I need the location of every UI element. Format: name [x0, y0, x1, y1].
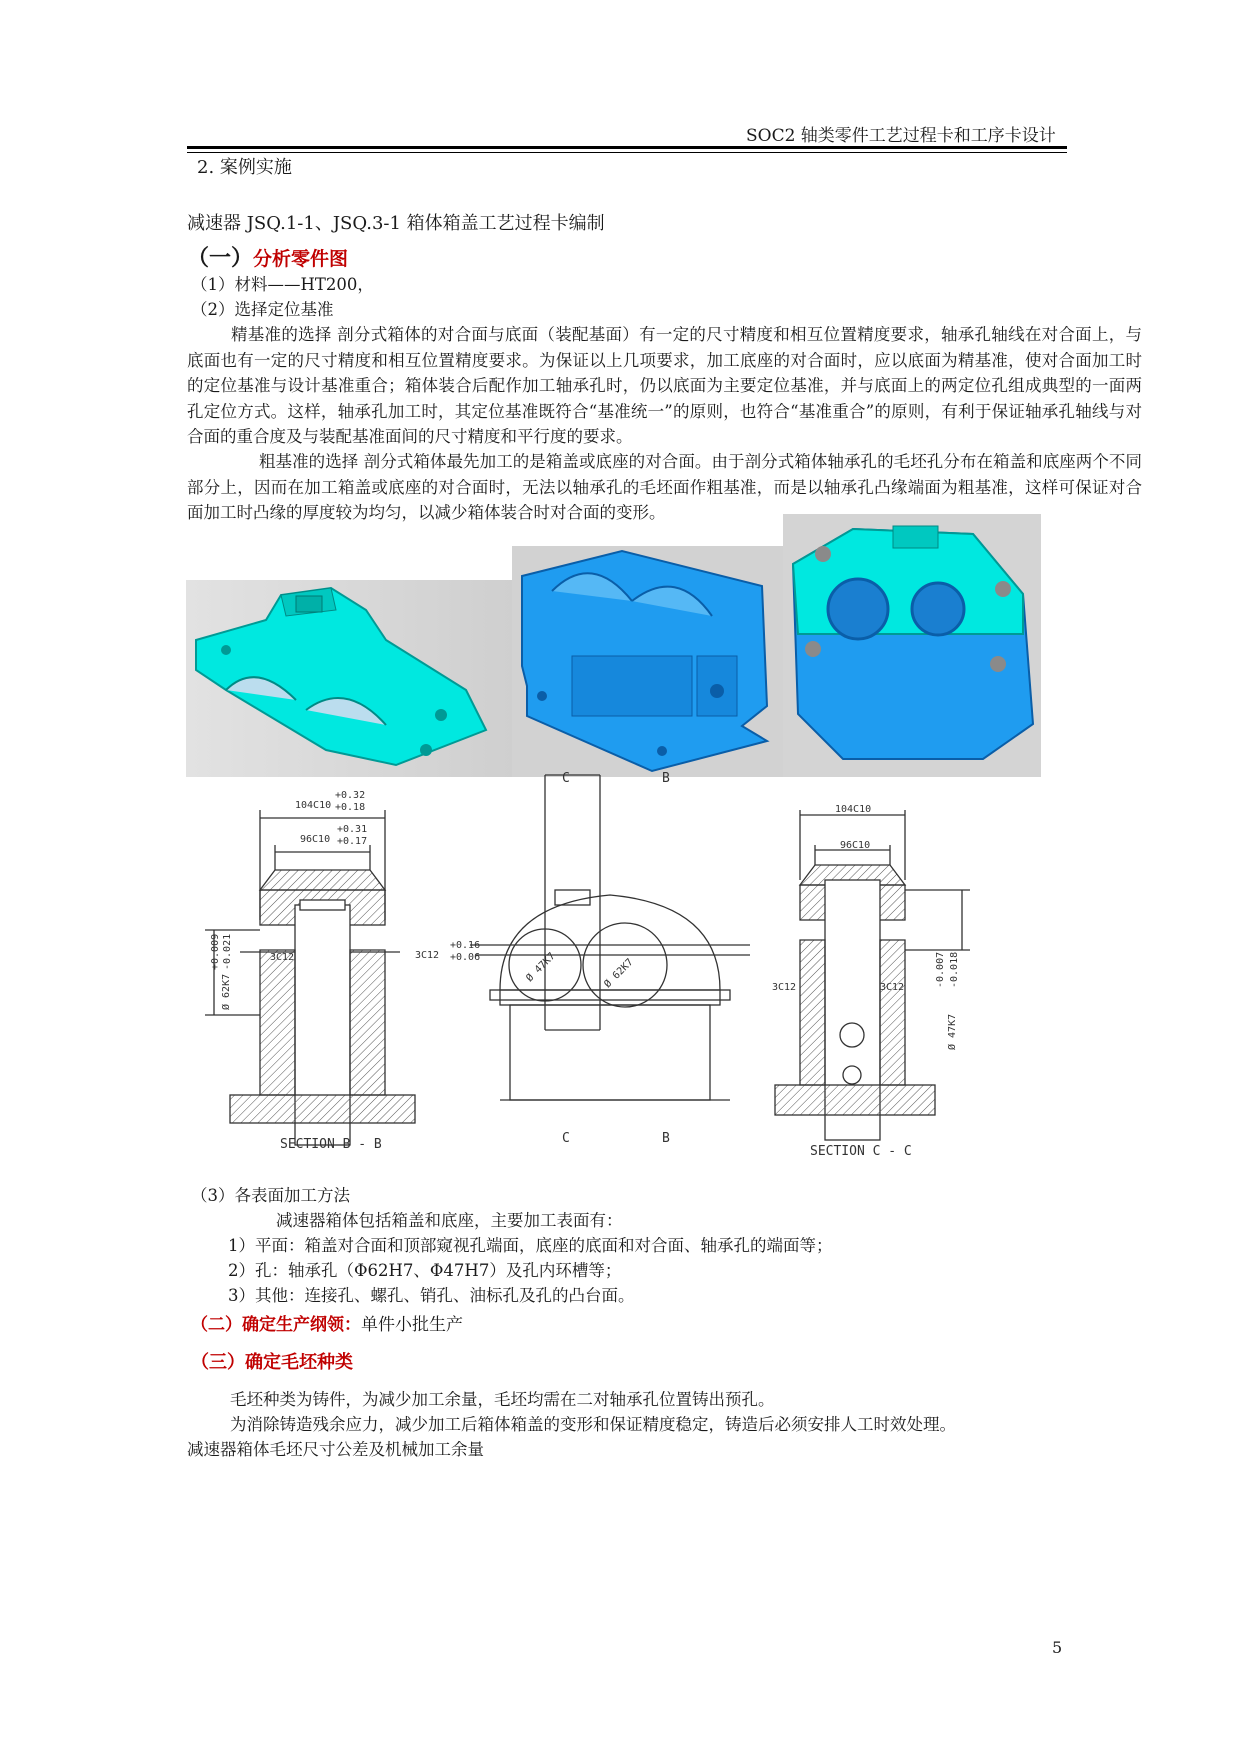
bb-dim-3c12-left: 3C12 — [270, 952, 295, 963]
cc-tol-47-upper: -0.007 — [935, 951, 946, 988]
header-rule-thin — [187, 152, 1067, 153]
bb-tol-104-lower: +0.18 — [335, 802, 366, 813]
paragraph-surfaces-intro: 减速器箱体包括箱盖和底座，主要加工表面有： — [276, 1211, 623, 1230]
surface-item-3: 3）其他：连接孔、螺孔、销孔、油标孔及孔的凸台面。 — [228, 1286, 635, 1305]
cc-dim-3c12-left: 3C12 — [772, 982, 797, 993]
running-header: SOC2 轴类零件工艺过程卡和工序卡设计 — [746, 126, 1056, 146]
paragraph-blank-1: 毛坯种类为铸件，为减少加工余量，毛坯均需在二对轴承孔位置铸出预孔。 — [230, 1390, 775, 1409]
item-surfaces: （3）各表面加工方法 — [191, 1186, 350, 1205]
header-rule-thick — [187, 146, 1067, 149]
part3-heading: （三）确定毛坯种类 — [191, 1352, 353, 1373]
front-label-b-bottom: B — [662, 1131, 670, 1146]
part2-label: （二）确定生产纲领： — [191, 1315, 361, 1335]
bb-tol-62-lower: -0.021 — [222, 933, 233, 970]
part1-label: 分析零件图 — [253, 248, 349, 270]
cc-caption: SECTION C - C — [810, 1144, 912, 1159]
model-image-base — [512, 546, 783, 777]
cc-tol-47-lower: -0.018 — [949, 951, 960, 988]
engineering-drawing — [200, 771, 1080, 1170]
surface-item-1: 1）平面：箱盖对合面和顶部窥视孔端面，底座的底面和对合面、轴承孔的端面等； — [228, 1236, 833, 1255]
bb-tol-62-upper: +0.009 — [210, 933, 221, 970]
bb-caption: SECTION B - B — [280, 1137, 382, 1152]
bb-tol-96-lower: +0.17 — [337, 836, 368, 847]
bb-dim-104: 104C10 — [295, 800, 332, 811]
paragraph-fine-datum: 精基准的选择 剖分式箱体的对合面与底面（装配基面）有一定的尺寸精度和相互位置精度要求，轴承孔轴线在对合面上，与底面也有一定的尺寸精度和相互位置精度要求。为保证以上几项要求，加工底座的对合面时，应以底面为精基准，使对合面加工时的定位基准与设计基准重合；箱体装合后配作加工轴承孔时，仍以底面为主要定位基准，并与底面上的两定位孔组成典型的一面两孔定位方式。这样，轴承孔加工时，其定位基准既符合“基准统一”的原则，也符合“基准重合”的原则，有利于保证轴承孔轴线与对合面的重合度及与装配基准面间的尺寸精度和平行度的要求。 — [187, 325, 1142, 446]
bb-tol-96-upper: +0.31 — [337, 824, 368, 835]
paragraph-blank-2: 为消除铸造残余应力，减少加工后箱体箱盖的变形和保证精度稳定，铸造后必须安排人工时效处理。 — [230, 1415, 956, 1434]
part2-heading — [191, 1310, 463, 1335]
section-heading: 2. 案例实施 — [197, 157, 292, 178]
cc-dim-3c12-right: 3C12 — [880, 982, 905, 993]
bb-dim-96: 96C10 — [300, 834, 331, 845]
surface-item-2: 2）孔：轴承孔（Φ62H7、Φ47H7）及孔内环槽等； — [228, 1261, 622, 1280]
part2-value: 单件小批生产 — [361, 1315, 463, 1335]
bb-tol-104-upper: +0.32 — [335, 790, 366, 801]
doc-title: 减速器 JSQ.1-1、JSQ.3-1 箱体箱盖工艺过程卡编制 — [187, 213, 605, 234]
front-dim-47k7: Ø 47K7 — [524, 950, 558, 985]
model-image-cover — [186, 580, 513, 777]
front-label-c-top: C — [562, 771, 570, 786]
model-image-assembly — [783, 514, 1041, 777]
bb-tol-3c12-lower: +0.06 — [450, 952, 481, 963]
paragraph-rough-datum: 粗基准的选择 剖分式箱体最先加工的是箱盖或底座的对合面。由于剖分式箱体轴承孔的毛坯孔分布在箱盖和底座两个不同部分上，因而在加工箱盖或底座的对合面时，无法以轴承孔的毛坯面作粗基准，而是以轴承孔凸缘端面为粗基准，这样可保证对合面加工时凸缘的厚度较为均匀，以减少箱体装合时对合面的变形。 — [187, 452, 1142, 522]
bb-dim-62k7: Ø 62K7 — [221, 973, 232, 1010]
front-label-c-bottom: C — [562, 1131, 570, 1146]
page-number: 5 — [1052, 1638, 1063, 1657]
bb-tol-3c12-upper: +0.16 — [450, 940, 481, 951]
part1-num: （一） — [187, 245, 254, 271]
cc-dim-96: 96C10 — [840, 840, 871, 851]
item-material: （1）材料——HT200， — [191, 275, 374, 294]
cc-dim-104: 104C10 — [835, 804, 872, 815]
item-datum: （2）选择定位基准 — [191, 300, 334, 319]
front-label-b-top: B — [662, 771, 670, 786]
part1-heading — [187, 241, 348, 272]
bb-dim-3c12-right: 3C12 — [415, 950, 440, 961]
cc-dim-47k7: Ø 47K7 — [947, 1013, 958, 1050]
paragraph-blank-3: 减速器箱体毛坯尺寸公差及机械加工余量 — [187, 1440, 484, 1459]
front-dim-62k7: Ø 62K7 — [602, 956, 636, 991]
